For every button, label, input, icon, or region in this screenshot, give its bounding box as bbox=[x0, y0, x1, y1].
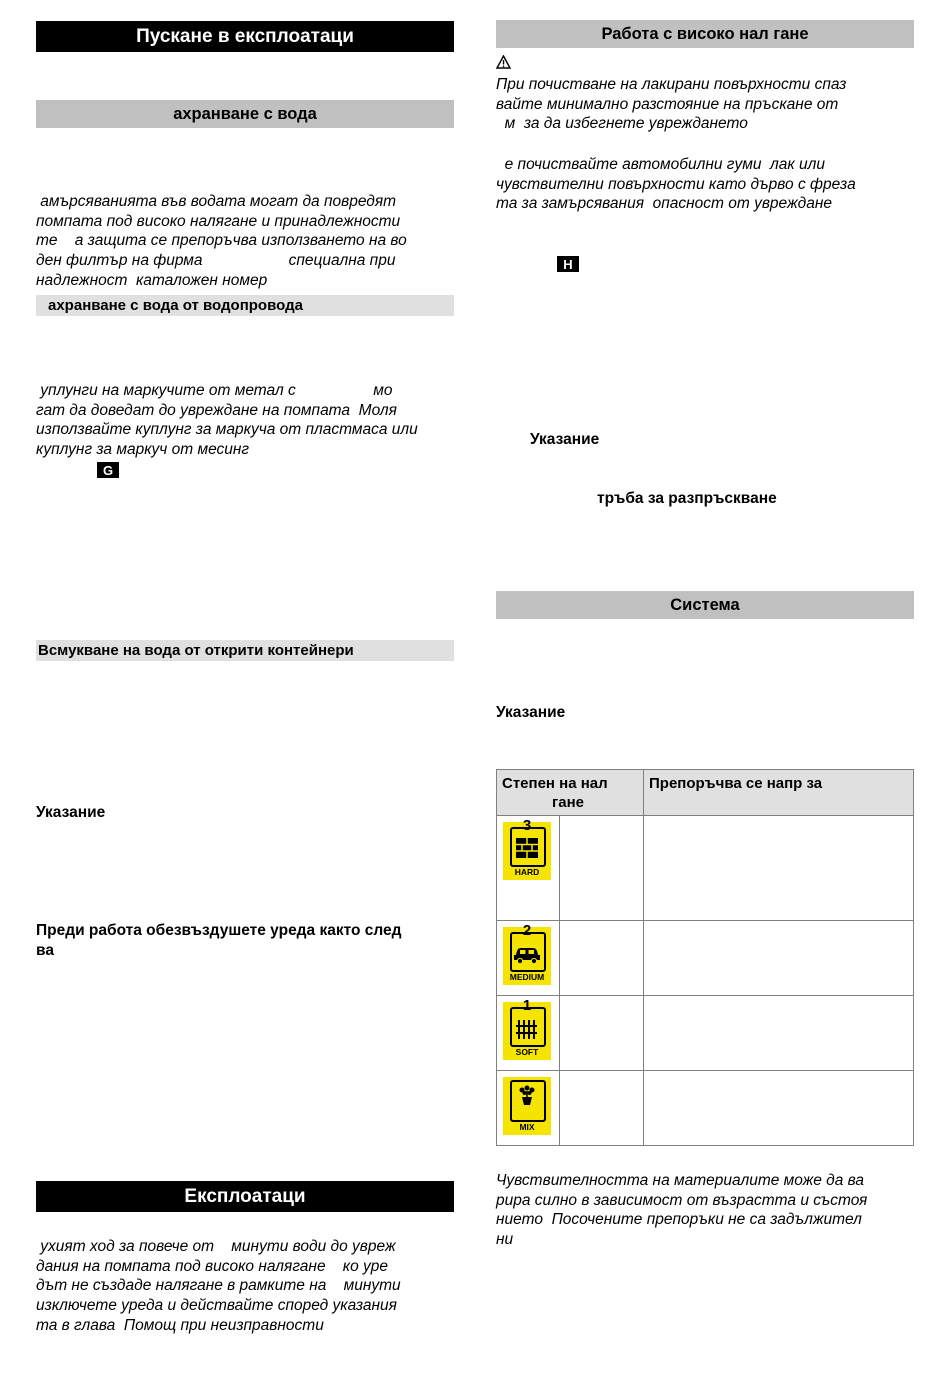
paragraph-dry-run: ухият ход за повече от минути води до увреж дания на помпата под високо налягане ко уре дът не създаде налягане в рамките на минути изключете уреда и действайте според указания та в глава Помощ при неизправности bbox=[36, 1238, 401, 1334]
bleed-instruction: Преди работа обезвъздушете уреда както след ва bbox=[36, 922, 402, 959]
heading-mains-supply: ахранване с вода от водопровода bbox=[36, 295, 454, 316]
heading-high-pressure: Работа с високо нал гане bbox=[496, 20, 914, 48]
heading-open-containers: Всмукване на вода от открити контейнери bbox=[36, 640, 454, 661]
header-recommended-for: Препоръчва се напр за bbox=[644, 770, 914, 816]
flower-pot-icon: MIX bbox=[503, 1077, 551, 1135]
paragraph-water-filter: амърсяванията във водата могат да повредят помпата под високо налягане и принадлежности те а защита се препоръчва използването на во ден филтър на фирма специална при надлежност каталожен номер bbox=[36, 193, 407, 289]
header-pressure-level: Степен на нал гане bbox=[497, 770, 644, 816]
table-header-row bbox=[497, 770, 914, 816]
figure-g-tag: G bbox=[97, 462, 119, 478]
heading-system: Система bbox=[496, 591, 914, 619]
note-label-3: Указание bbox=[496, 704, 566, 721]
figure-h-tag: H bbox=[557, 256, 579, 272]
paragraph-material-sensitivity: Чувствителността на материалите може да ва рира силно в зависимост от възрастта и състоя нието Посочените препоръки не са задължител ни bbox=[496, 1172, 868, 1249]
heading-water-supply: ахранване с вода bbox=[36, 100, 454, 128]
paragraph-couplings: уплунги на маркучите от метал с мо гат да доведат до увреждане на помпата Моля използвайте куплунг за маркуча от пластмаса или куплунг за маркуч от месинг bbox=[36, 382, 418, 459]
fence-icon: 1 SOFT bbox=[503, 1002, 551, 1060]
note-label-2: Указание bbox=[530, 431, 600, 448]
warning-triangle-icon bbox=[496, 55, 511, 74]
table-row bbox=[497, 921, 914, 996]
paragraph-tyres: е почиствайте автомобилни гуми лак или чувствителни повърхности като дърво с фреза та за замърсявания опасност от увреждане bbox=[496, 156, 856, 213]
paragraph-painted-surfaces: При почистване на лакирани повърхности спаз вайте минимално разстояние на пръскане от м за да избегнете увреждането bbox=[496, 76, 847, 133]
spray-lance-label: тръба за разпръскване bbox=[597, 490, 777, 507]
table-row bbox=[497, 996, 914, 1071]
table-row bbox=[497, 816, 914, 921]
note-label-1: Указание bbox=[36, 804, 106, 821]
heading-startup: Пускане в експлоатаци bbox=[36, 21, 454, 52]
table-row bbox=[497, 1071, 914, 1146]
heading-operation: Експлоатаци bbox=[36, 1181, 454, 1212]
pressure-table bbox=[496, 769, 914, 1146]
brick-wall-icon: 3 HARD bbox=[503, 822, 551, 880]
car-icon: 2 MEDIUM bbox=[503, 927, 551, 985]
